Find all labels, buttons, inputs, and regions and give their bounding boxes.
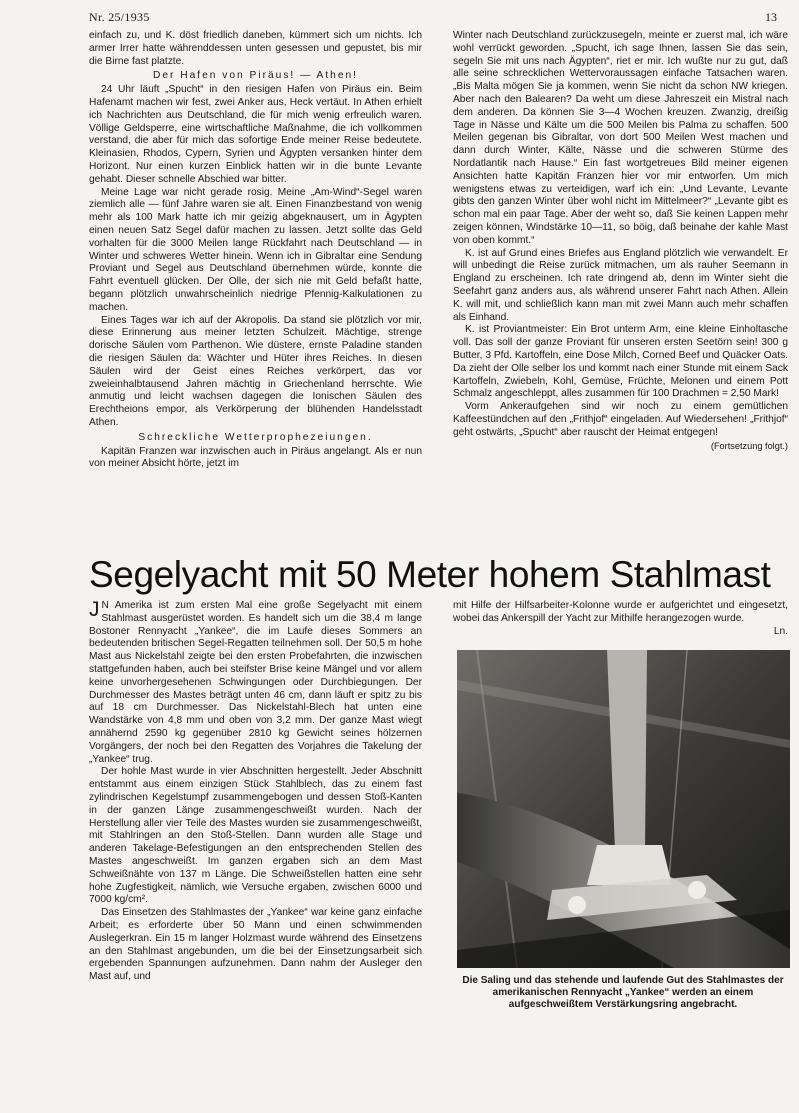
paragraph: K. ist Proviantmeister: Ein Brot unterm Arm, eine kleine Einholtasche voll. Das soll der ganze Proviant für unseren ersten Seetörn sein! 300 g Butter, 3 Pfd. Kartoffeln, eine Dose Milch, Corned Beef und Quäcker Oats. Da zieht der Olle selber los und kommt nach einer Stunde mit einem Sack Kartoffeln, Zwiebeln, Kohl, Gemüse, Früchte, Melonen und einem Pott Schmalz angeschleppt, alles zusammen für 100 Drachmen = 2,50 Mark!: [453, 324, 788, 400]
mast-photo: [457, 650, 790, 968]
paragraph: [453, 600, 788, 638]
page-number: 13: [765, 10, 777, 24]
photo-caption: Die Saling und das stehende und laufende Gut des Stahlmastes der amerikanischen Rennyacht „Yankee“ werden an einem aufgeschweißtem Verstärkungsring angebracht.: [462, 975, 784, 1011]
paragraph: Meine Lage war nicht gerade rosig. Meine „Am-Wind“-Segel waren ziemlich alle — fünf Jahre waren sie alt. Einen Finanzbestand von wenig mehr als 100 Mark hatte ich mir geizig abgeknausert, um in Ägypten einen neuen Satz Segel dafür machen zu lassen. Jetzt sollte das Geld vorhalten für die 3000 Meilen lange Rückfahrt nach Deutschland — in Winter und schweres Wetter hinein. Wenn ich in Gibraltar eine Sendung Proviant und Segel aus Deutschland übernehmen würde, konnte die Fahrt eventuell glücken. Der Olle, der sich nie mit Geld befaßt hatte, begann plötzlich unwahrscheinlich niedrige Pfennig-Kalkulationen zu machen.: [89, 186, 422, 313]
paragraph-text: mit Hilfe der Hilfsarbeiter-Kolonne wurde er aufgerichtet und eingesetzt, wobei das Ankerspill der Yacht zur Mithilfe herangezogen wurde.: [453, 600, 788, 624]
continuation-note: (Fortsetzung folgt.): [710, 440, 788, 451]
paragraph: einfach zu, und K. döst friedlich daneben, kümmert sich um nichts. Ich armer Irrer hatte währenddessen unten gesessen und gepustet, bis mir die Birne fast platzte.: [89, 30, 422, 67]
paragraph: Das Einsetzen des Stahlmastes der „Yankee“ war keine ganz einfache Arbeit; es erforderte über 50 Mann und einen schwimmenden Auslegerkran. Ein 15 m langer Holzmast wurde während des Einsetzens an den Stahlmast angebunden, um die bei der Einsetzungsarbeit sich ergebenden Spannungen aufzunehmen. Dann nahm der Ausleger den Mast auf, und: [89, 907, 422, 983]
paragraph: Der hohle Mast wurde in vier Abschnitten hergestellt. Jeder Abschnitt entstammt aus einem einzigen Stück Stahlblech, das zu einem fast zylindrischen Kegelstumpf zusammengebogen und dessen Stoß-Kanten in der ganzen Länge zusammengeschweißt wurden. Nach der Herstellung aller vier Teile des Mastes wurden sie zusammengeschweißt, mit Stahlringen an den Stoß-Stellen. Dann wurden alle Stage und anderen Takelage-Befestigungen an den entsprechenden Stellen des Mastes angeschweißt. Im ganzen ergaben sich an dem Mast Schweißnähte von 137 m Länge. Die Schweißstellen hatten eine sehr hohe Zugfestigkeit, nämlich, wie Versuche ergaben, zwischen 6000 und 7000 kg/cm².: [89, 766, 422, 906]
story-column-2: [453, 30, 788, 535]
issue-number: Nr. 25/1935: [89, 10, 150, 24]
author-signature: Ln.: [773, 625, 788, 637]
drop-cap: J: [89, 600, 100, 621]
story-column-1: [89, 30, 422, 535]
section-heading: Schreckliche Wetterprophezeiungen.: [138, 431, 373, 443]
paragraph: K. ist auf Grund eines Briefes aus England plötzlich wie verwandelt. Er will unbedingt die Reise zurück mitmachen, um als rauher Seemann in England zu erscheinen. Ich rate dringend ab, denn im Winter sieht die Seefahrt ganz anders aus, als während unserer Fahrt nach Athen. Allein K. will mit, und schließlich kann man mit zwei Mann auch mehr schaffen als Einhand.: [453, 247, 788, 323]
article-column-1: [89, 600, 422, 1105]
mast-photo-image: [457, 650, 790, 968]
paragraph: Winter nach Deutschland zurückzusegeln, meinte er zuerst mal, ich wäre wohl verrückt geworden. „Spucht, ich sage Ihnen, lassen Sie das sein, segeln Sie mit uns nach Ägypten“, riet er mir. Ich wußte nur zu gut, daß alle seine schrecklichen Wettervoraussagen einfache Tatsachen waren. „Bis Malta mögen Sie ja kommen, wenn Sie nicht da schon NW kriegen. Aber nach den Balearen? Da weht um diese Jahreszeit ein Mistral nach dem anderen. Da können Sie 3—4 Wochen kreuzen. Zwanzig, dreißig Tage in Nässe und Kälte um die 500 Meilen bis Palma zu schaffen. 500 Meilen gegenan bis Gibraltar, von dort 500 Meilen West machen und dann durch Winter, Kälte, Nässe und die schweren Stürme des Nordatlantik nach Hause.“ Ein fast wortgetreues Bild meiner eigenen Ansichten hatte Kapitän Franzen hier vor mir entworfen. Um mich wenigstens etwas zu verteidigen, warf ich ein: „Und Levante, Levante gibts den ganzen Winter über wohl nicht im Mittelmeer?“ „Levante gibt es schon mal ein paar Tage. Aber der weht so, daß Sie keinen Lappen mehr zeigen können, Windstärke 10—11, so böig, daß beinahe der kahle Mast von oben kommt.“: [453, 30, 788, 246]
paragraph: Eines Tages war ich auf der Akropolis. Da stand sie plötzlich vor mir, diese Erinnerung aus meiner letzten Schulzeit. Mächtige, strenge dorische Säulen vom Parthenon. Wie düstere, ernste Paladine standen die riesigen Säulen da: Wächter und Hüter ihres Reiches. In diesen Säulen wird der Geist eines Reiches verkörpert, das vor zweieinhalbtausend Jahren mächtig in Griechenland herrschte. Wie anmutig und leicht wachsen dagegen die Ionischen Säulen des Erechtheions empor, als Verkörperung der blühenden Handelsstadt Athen.: [89, 314, 422, 428]
paragraph: Kapitän Franzen war inzwischen auch in Piräus angelangt. Als er nun von meiner Absicht hörte, jetzt im: [89, 445, 422, 470]
paragraph: Vorm Ankeraufgehen sind wir noch zu einem gemütlichen Kaffeestündchen auf den „Frithjof“ eingeladen. Auf Wiedersehen! „Frithjof“ geht ostwärts, „Spucht“ aber rauscht der Heimat entgegen!: [453, 401, 788, 438]
section-heading: Der Hafen von Piräus! — Athen!: [153, 70, 358, 82]
lead-paragraph: [89, 600, 422, 766]
paragraph: 24 Uhr läuft „Spucht“ in den riesigen Hafen von Piräus ein. Beim Hafenamt machen wir fest, zwei Anker aus, Heck vertäut. In Athen erhielt ich Nachrichten aus Deutschland, die für mich wenig erfreulich waren. Völlige Geldsperre, eine wirtschaftliche Maßnahme, die ich vollkommen verstand, die aber für mich das sofortige Ende meiner Reise bedeutete. Kleinasien, Rhodos, Cypern, Syrien und Ägypten versanken hinter dem Horizont. Nur einen kurzen Einblick hatten wir in die bunte Levante gehabt. Dieser schnelle Abschied war bitter.: [89, 84, 422, 185]
lead-text: N Amerika ist zum ersten Mal eine große Segelyacht mit einem Stahlmast ausgerüstet worden. Es handelt sich um die 38,4 m lange Bostoner Rennyacht „Yankee“, die im Laufe dieses Sommers an bedeutenden britischen Segel-Regatten teilnehmen soll. Der 50,5 m hohe Mast aus Nickelstahl zeigte bei den ersten Probefahrten, die inzwischen stattgefunden haben, auch bei steifster Brise keine Mängel und vor allem keine unvorhergesehenen Schwingungen oder Durchbiegungen. Der Durchmesser des Mastes beträgt unten 46 cm, dann läuft er spitz zu bis auf 18 cm Durchmesser. Das Nickelstahl-Blech hat unten eine Wandstärke von 4,8 mm und oben von 3,2 mm. Der ganze Mast wiegt annähernd 2590 kg gegenüber 2810 kg Gewicht seines hölzernen Vorgängers, der noch bei den Regatten des Vorjahres die Takelung der „Yankee“ trug.: [89, 600, 422, 765]
article-column-2: [453, 600, 788, 648]
article-headline: Segelyacht mit 50 Meter hohem Stahlmast: [89, 554, 771, 595]
